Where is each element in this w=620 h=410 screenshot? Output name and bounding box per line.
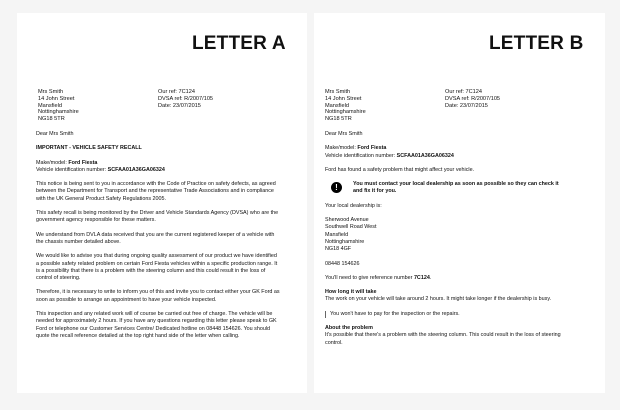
reference-instruction	[325, 275, 570, 282]
problem-heading: About the problem	[325, 325, 373, 332]
dealer-address-line: Sherwood Avenue	[325, 217, 369, 224]
letter-body	[36, 131, 281, 347]
address-line: Nottinghamshire	[38, 109, 79, 116]
problem-section	[325, 325, 570, 347]
make-label: Make/model:	[325, 145, 358, 152]
reference-block	[158, 89, 213, 109]
greeting: Dear Mrs Smith	[325, 131, 363, 137]
letter-date: Date: 23/07/2015	[445, 102, 488, 109]
dealer-address-line: Southwell Road West	[325, 224, 377, 231]
dealer-intro: Your local dealership is:	[325, 202, 382, 209]
reference-number: 7C124	[413, 274, 430, 281]
vin-value: SCFAA01A36GA06324	[396, 152, 454, 159]
address-line: Nottinghamshire	[325, 109, 366, 116]
dealer-address-line: Mansfield	[325, 231, 349, 238]
address-line: NG18 5TR	[325, 116, 352, 123]
subject-line: IMPORTANT - VEHICLE SAFETY RECALL	[36, 145, 142, 152]
letter-b-page	[314, 13, 605, 393]
reference-block	[445, 89, 500, 109]
reference-prefix: You'll need to give reference number	[325, 274, 414, 281]
intro: Ford has found a safety problem that might affect your vehicle.	[325, 166, 475, 173]
vehicle-details	[36, 160, 281, 175]
paragraph: Therefore, it is necessary to write to inform you of this and invite you to contact either your GK Ford as soon as possible to arrange an appointment to have your vehicle inspected.	[36, 289, 280, 303]
address-line: Mrs Smith	[38, 89, 64, 95]
how-long-text: The work on your vehicle will take around 2 hours. It might take longer if the dealership is busy.	[325, 296, 552, 303]
vin-label: Vehicle identification number:	[36, 166, 108, 173]
letter-date: Date: 23/07/2015	[158, 102, 201, 109]
paragraph: This inspection and any related work will of course be carried out free of charge. The vehicle will be needed for approximately 2 hours. If you have any questions regarding this letter please speak to GK Ford or telephone our Customer Services Centre/ Dedicated hotline on 08448 154626. You should quote the recall reference detailed at the top right hand side of the letter when calling.	[36, 311, 277, 339]
free-of-charge-note: You won't have to pay for the inspection or the repairs.	[325, 311, 570, 318]
vehicle-details	[325, 145, 570, 160]
recipient-address	[38, 89, 79, 123]
address-line: NG18 5TR	[38, 116, 65, 123]
letter-body	[325, 131, 570, 354]
letter-a-page	[17, 13, 307, 393]
letter-title: LETTER B	[489, 33, 584, 54]
paragraph: We would like to advise you that during ongoing quality assessment of our product we have identified a possible safety related problem on certain Ford Fiesta vehicles within a specific production range. It is a possibility that there is a problem with the steering column and this could result in the loss of control of steering.	[36, 253, 278, 282]
warning-callout	[325, 181, 570, 196]
dealer-phone: 08448 154626	[325, 260, 360, 267]
reference-suffix: .	[429, 274, 432, 281]
greeting: Dear Mrs Smith	[36, 131, 74, 137]
dealer-address-line: NG18 4GF	[325, 246, 352, 253]
how-long-section	[325, 289, 570, 304]
our-ref: Our ref: 7C124	[445, 89, 482, 95]
make-label: Make/model:	[36, 159, 69, 166]
vin-value: SCFAA01A36GA06324	[107, 166, 165, 173]
address-line: Mansfield	[38, 102, 62, 109]
warning-text: You must contact your local dealership as soon as possible so they can check it and fix it for you.	[353, 181, 559, 195]
recipient-address	[325, 89, 366, 123]
our-ref: Our ref: 7C124	[158, 89, 195, 95]
problem-text: It's possible that there's a problem with the steering column. This could result in the loss of steering control.	[325, 332, 561, 346]
letter-title: LETTER A	[192, 33, 286, 54]
paragraph: We understand from DVLA data received that you are the current registered keeper of a vehicle with the chassis number detailed above.	[36, 231, 275, 245]
paragraph: This notice is being sent to you in accordance with the Code of Practice on safety defects, as agreed between the Department for Transport and the representative Trade Associations and in compliance with the UK General Product Safety Regulations 2005.	[36, 181, 276, 202]
dvsa-ref: DVSA ref: R/2007/105	[445, 95, 501, 102]
make-value: Ford Fiesta	[357, 145, 387, 152]
exclamation-icon: !	[331, 182, 342, 193]
address-line: 14 John Street	[38, 95, 75, 102]
address-line: Mrs Smith	[325, 89, 351, 95]
dealer-address-line: Nottinghamshire	[325, 238, 365, 245]
dvsa-ref: DVSA ref: R/2007/105	[158, 95, 214, 102]
paragraph: This safety recall is being monitored by the Driver and Vehicle Standards Agency (DVSA) who are the government agency responsible for these matters.	[36, 210, 279, 224]
how-long-heading: How long it will take	[325, 289, 377, 296]
make-value: Ford Fiesta	[68, 159, 98, 166]
address-line: 14 John Street	[325, 95, 362, 102]
vin-label: Vehicle identification number:	[325, 152, 397, 159]
dealer-address	[325, 217, 570, 253]
address-line: Mansfield	[325, 102, 349, 109]
